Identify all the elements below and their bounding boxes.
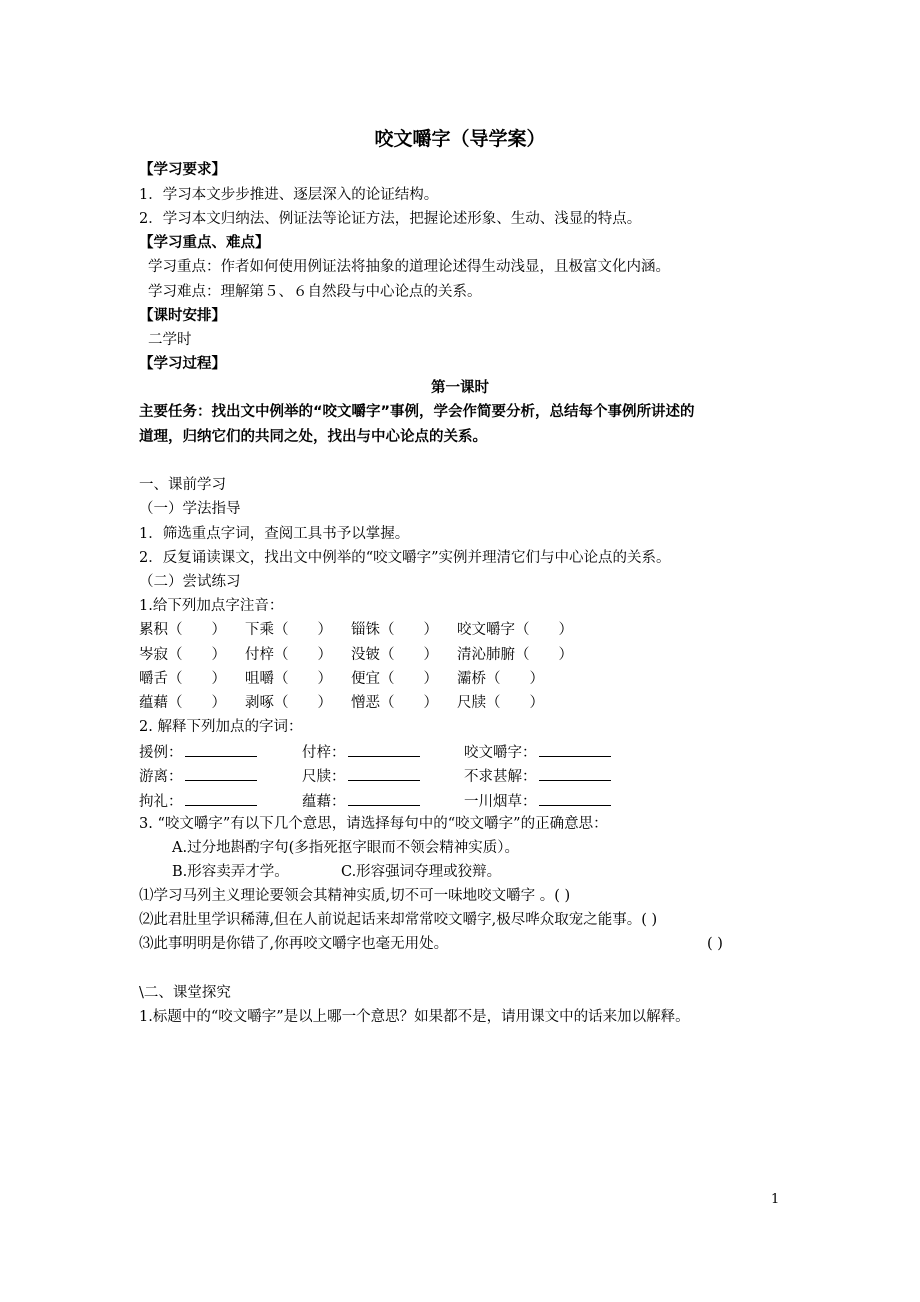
main-task-line-2: 道理，归纳它们的共同之处，找出与中心论点的关系。 [139, 429, 487, 445]
requirement-1: 1．学习本文步步推进、逐层深入的论证结构。 [139, 187, 439, 203]
pinyin-item: 尺牍（ ） [457, 695, 544, 711]
main-task-line-1: 主要任务：找出文中例举的“咬文嚼字”事例，学会作简要分析，总结每个事例所讲述的 [139, 404, 695, 420]
question-3: 3. “咬文嚼字”有以下几个意思，请选择每句中的“咬文嚼字”的正确意思： [139, 816, 608, 832]
class-inquiry-heading: \二、课堂探究 [139, 985, 231, 1001]
pinyin-item: 没铍（ ） [351, 647, 438, 663]
pinyin-item: 岑寂（ ） [139, 647, 226, 663]
schedule-heading: 【课时安排】 [139, 308, 226, 324]
pinyin-item: 嚼舌（ ） [139, 671, 226, 687]
key-point: 学习重点：作者如何使用例证法将抽象的道理论述得生动浅显，且极富文化内涵。 [148, 259, 670, 275]
answer-blank[interactable] [539, 742, 611, 757]
key-points-heading: 【学习重点、难点】 [139, 235, 270, 251]
pre-study-heading: 一、课前学习 [139, 477, 226, 493]
explain-item: 援例： [139, 742, 257, 762]
schedule-text: 二学时 [148, 332, 192, 348]
pinyin-item: 便宜（ ） [351, 671, 438, 687]
explain-item: 付梓： [302, 742, 420, 762]
explain-item: 尺牍： [302, 766, 420, 786]
guide-item-1: 1．筛选重点字词，查阅工具书予以掌握。 [139, 526, 410, 542]
difficult-point: 学习难点：理解第５、６自然段与中心论点的关系。 [148, 284, 482, 300]
pinyin-item: 下乘（ ） [245, 622, 332, 638]
option-c: C.形容强词夺理或狡辩。 [341, 864, 502, 880]
question-1: 1.给下列加点字注音： [139, 598, 284, 614]
option-a: A.过分地斟酌字句(多指死抠字眼而不领会精神实质）。 [172, 840, 519, 856]
pinyin-item: 累积（ ） [139, 622, 226, 638]
practice-heading: （二）尝试练习 [139, 574, 241, 590]
sentence-3-answer: ( ) [707, 936, 723, 952]
question-2: 2. 解释下列加点的字词： [139, 719, 303, 735]
requirements-heading: 【学习要求】 [139, 162, 226, 178]
explain-item: 蕴藉： [302, 791, 420, 811]
explain-item: 拘礼： [139, 791, 257, 811]
pinyin-item: 咬文嚼字（ ） [457, 622, 573, 638]
pinyin-item: 付梓（ ） [245, 647, 332, 663]
explain-item: 一川烟草： [464, 791, 611, 811]
explain-item: 咬文嚼字： [464, 742, 611, 762]
pinyin-item: 蕴藉（ ） [139, 695, 226, 711]
answer-blank[interactable] [185, 791, 257, 806]
explain-item: 游离： [139, 766, 257, 786]
page-number: 1 [771, 1192, 780, 1207]
sentence-3: ⑶此事明明是你错了,你再咬文嚼字也毫无用处。 [139, 936, 449, 952]
pinyin-item: 锱铢（ ） [351, 622, 438, 638]
answer-blank[interactable] [539, 791, 611, 806]
method-guide-heading: （一）学法指导 [139, 501, 241, 517]
class-question-1: 1.标题中的“咬文嚼字”是以上哪一个意思？如果都不是，请用课文中的话来加以解释。 [139, 1009, 690, 1025]
answer-blank[interactable] [348, 791, 420, 806]
requirement-2: 2．学习本文归纳法、例证法等论证方法，把握论述形象、生动、浅显的特点。 [139, 211, 642, 227]
pinyin-item: 憎恶（ ） [351, 695, 438, 711]
pinyin-item: 剥啄（ ） [245, 695, 332, 711]
answer-blank[interactable] [185, 742, 257, 757]
document-title: 咬文嚼字（导学案） [374, 128, 546, 150]
pinyin-item: 咀嚼（ ） [245, 671, 332, 687]
sentence-2: ⑵此君肚里学识稀薄,但在人前说起话来却常常咬文嚼字,极尽哗众取宠之能事。( ) [139, 912, 658, 928]
answer-blank[interactable] [348, 742, 420, 757]
sentence-1: ⑴学习马列主义理论要领会其精神实质,切不可一味地咬文嚼字 。( ) [139, 888, 571, 904]
option-b: B.形容卖弄才学。 [172, 864, 289, 880]
guide-item-2: 2．反复诵读课文，找出文中例举的“咬文嚼字”实例并理清它们与中心论点的关系。 [139, 550, 671, 566]
process-heading: 【学习过程】 [139, 356, 226, 372]
explain-item: 不求甚解： [464, 766, 611, 786]
lesson-heading: 第一课时 [431, 380, 489, 396]
answer-blank[interactable] [348, 766, 420, 781]
pinyin-item: 灞桥（ ） [457, 671, 544, 687]
answer-blank[interactable] [539, 766, 611, 781]
answer-blank[interactable] [185, 766, 257, 781]
pinyin-item: 清沁肺腑（ ） [457, 647, 573, 663]
